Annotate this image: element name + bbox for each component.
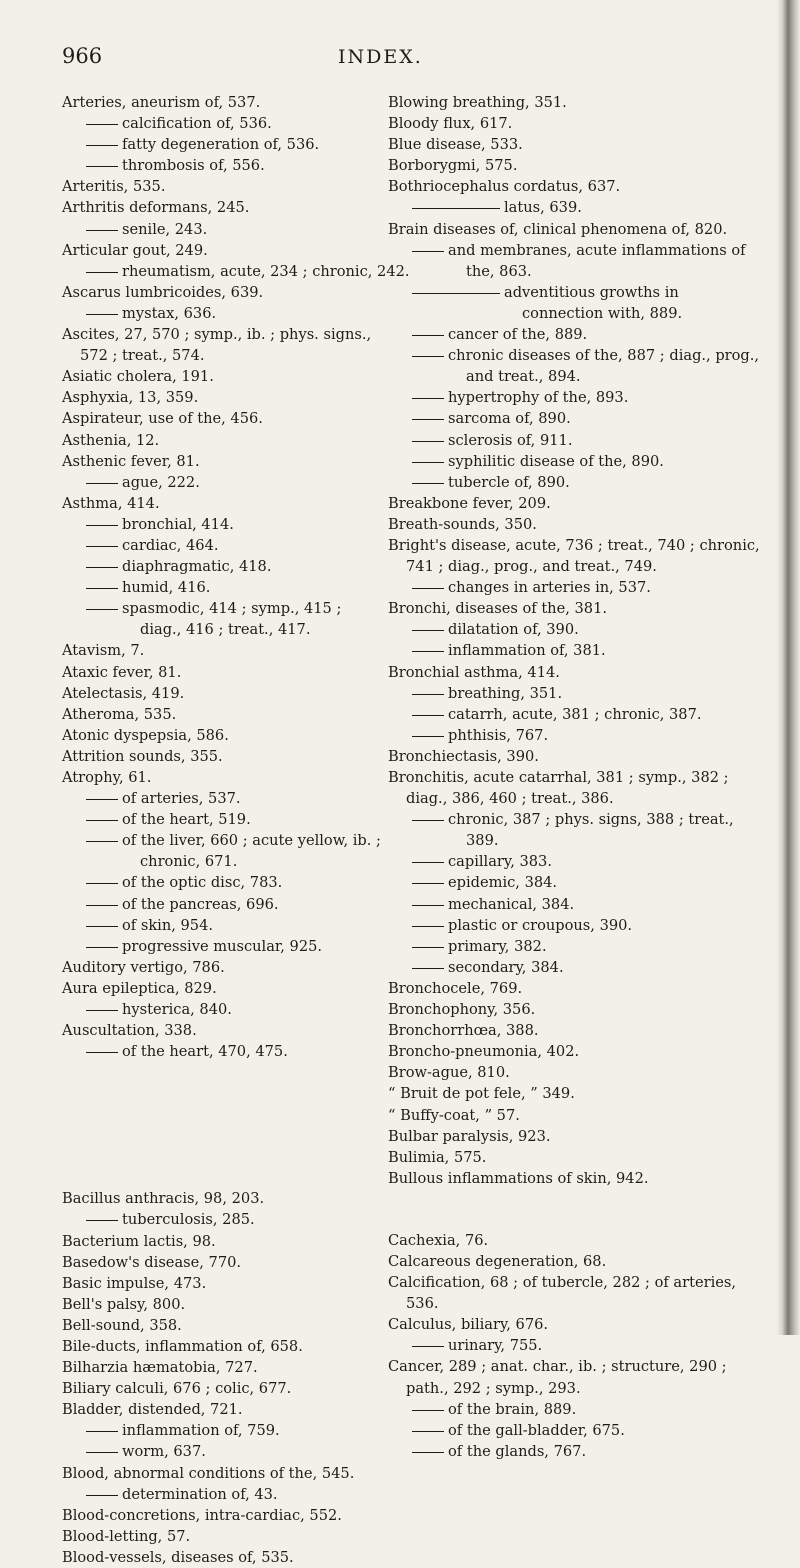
- ditto-dash: [412, 483, 444, 484]
- index-entry: [388, 1335, 760, 1356]
- index-entry: [62, 1441, 384, 1462]
- index-entry: [388, 809, 760, 851]
- index-entry-text: Ascites, 27, 570 ; symp., ib. ; phys. signs., 572 ; treat., 574.: [62, 326, 372, 365]
- index-entry-text: diaphragmatic, 418.: [122, 558, 272, 576]
- index-entry: [388, 1356, 760, 1398]
- ditto-dash: [86, 124, 118, 125]
- index-entry: [388, 1168, 760, 1189]
- index-entry-text: ague, 222.: [122, 473, 200, 491]
- ditto-dash: [86, 1052, 118, 1053]
- index-entry-text: Biliary calculi, 676 ; colic, 677.: [62, 1380, 292, 1398]
- index-entry-text: Brain diseases of, clinical phenomena of, 820.: [388, 220, 728, 238]
- ditto-dash: [412, 1452, 444, 1453]
- index-entry-text: cardiac, 464.: [122, 536, 219, 554]
- index-entry: [388, 219, 760, 240]
- index-entry-text: Atheroma, 535.: [62, 705, 177, 723]
- ditto-dash: [86, 546, 118, 547]
- ditto-dash: [412, 398, 444, 399]
- index-entry: [388, 1314, 760, 1335]
- ditto-dash: [86, 1010, 118, 1011]
- ditto-dash: [412, 1410, 444, 1411]
- index-entry: [388, 1062, 760, 1083]
- index-entry-text: dilatation of, 390.: [448, 621, 579, 639]
- index-entry: [388, 493, 760, 514]
- index-entry: [388, 1420, 760, 1441]
- index-entry: [62, 872, 384, 893]
- double-ditto-dash: [412, 293, 500, 294]
- ditto-dash: [412, 862, 444, 863]
- index-entry: [62, 767, 384, 788]
- index-entry-text: Atelectasis, 419.: [62, 684, 185, 702]
- index-entry: [388, 1083, 760, 1104]
- index-entry-text: tubercle of, 890.: [448, 473, 570, 491]
- index-entry-text: senile, 243.: [122, 220, 208, 238]
- index-entry-text: Bulimia, 575.: [388, 1148, 487, 1166]
- index-entry: [62, 472, 384, 493]
- index-entry-text: Aspirateur, use of the, 456.: [62, 410, 263, 428]
- index-entry: [62, 176, 384, 197]
- index-entry: [388, 1441, 760, 1462]
- index-entry: [62, 1315, 384, 1336]
- index-entry-text: urinary, 755.: [448, 1337, 543, 1355]
- index-entry-text: of the glands, 767.: [448, 1442, 587, 1460]
- index-entry: [62, 408, 384, 429]
- index-entry-text: humid, 416.: [122, 579, 211, 597]
- index-entry: [62, 957, 384, 978]
- ditto-dash: [412, 462, 444, 463]
- index-entry: [62, 535, 384, 556]
- ditto-dash: [412, 630, 444, 631]
- index-entry-text: changes in arteries in, 537.: [448, 579, 651, 597]
- index-entry-text: Blood-concretions, intra-cardiac, 552.: [62, 1506, 342, 1524]
- index-entry: [62, 134, 384, 155]
- index-entry: [62, 725, 384, 746]
- ditto-dash: [86, 1431, 118, 1432]
- index-entry: [62, 387, 384, 408]
- index-section-a: [62, 92, 410, 1062]
- ditto-dash: [86, 799, 118, 800]
- index-entry-text: epidemic, 384.: [448, 874, 558, 892]
- index-entry-text: Auscultation, 338.: [62, 1022, 197, 1040]
- index-entry: [388, 746, 760, 767]
- ditto-dash: [412, 905, 444, 906]
- index-entry: [388, 894, 760, 915]
- index-entry: [62, 978, 384, 999]
- index-entry-text: of the gall-bladder, 675.: [448, 1421, 625, 1439]
- index-entry-text: of the optic disc, 783.: [122, 874, 283, 892]
- index-entry-text: mystax, 636.: [122, 304, 217, 322]
- index-entry: [388, 197, 760, 218]
- index-entry: [62, 493, 384, 514]
- index-entry-text: Basic impulse, 473.: [62, 1274, 207, 1292]
- index-entry-text: Borborygmi, 575.: [388, 157, 518, 175]
- index-entry-text: Blood-vessels, diseases of, 535.: [62, 1548, 294, 1566]
- section-gap: [388, 1189, 760, 1230]
- index-entry: [62, 514, 384, 535]
- index-entry: [62, 640, 384, 661]
- page-number: 966: [62, 44, 103, 68]
- index-entry-text: sarcoma of, 890.: [448, 410, 571, 428]
- index-entry-text: secondary, 384.: [448, 958, 564, 976]
- index-entry: [388, 387, 760, 408]
- index-entry: [388, 451, 760, 472]
- index-entry-text: Ascarus lumbricoides, 639.: [62, 283, 264, 301]
- index-entry: [62, 1420, 384, 1441]
- ditto-dash: [86, 883, 118, 884]
- index-entry: [388, 978, 760, 999]
- index-entry-text: of the liver, 660 ; acute yellow, ib. ; chronic, 671.: [122, 832, 381, 871]
- index-entry-text: of arteries, 537.: [122, 790, 241, 808]
- index-entry: [388, 662, 760, 683]
- ditto-dash: [412, 947, 444, 948]
- index-entry: [388, 514, 760, 535]
- ditto-dash: [86, 905, 118, 906]
- index-entry-text: rheumatism, acute, 234 ; chronic, 242.: [122, 262, 410, 280]
- index-entry: [62, 598, 384, 640]
- index-entry: [62, 830, 384, 872]
- index-entry-text: Cachexia, 76.: [388, 1231, 489, 1249]
- index-entry-text: Asthma, 414.: [62, 494, 160, 512]
- ditto-dash: [86, 1495, 118, 1496]
- index-entry: [62, 1399, 384, 1420]
- index-entry-text: Bronchial asthma, 414.: [388, 663, 560, 681]
- index-entry: [388, 936, 760, 957]
- index-section-b-continued: [388, 92, 760, 1189]
- index-entry: [388, 113, 760, 134]
- index-entry: [62, 577, 384, 598]
- index-entry: [388, 767, 760, 809]
- index-entry: [388, 725, 760, 746]
- index-entry: [62, 999, 384, 1020]
- index-entry: [388, 851, 760, 872]
- index-entry: [62, 936, 384, 957]
- index-entry-text: tuberculosis, 285.: [122, 1211, 255, 1229]
- index-entry: [388, 1105, 760, 1126]
- index-entry-text: Bronchophony, 356.: [388, 1001, 536, 1019]
- index-entry: [62, 1273, 384, 1294]
- index-entry: [62, 1294, 384, 1315]
- index-entry: [388, 999, 760, 1020]
- index-entry-text: Asthenic fever, 81.: [62, 452, 200, 470]
- index-entry-text: Atrophy, 61.: [62, 769, 152, 786]
- index-entry: [62, 1505, 384, 1526]
- ditto-dash: [86, 1452, 118, 1453]
- index-entry: [62, 662, 384, 683]
- index-entry-text: determination of, 43.: [122, 1485, 278, 1503]
- ditto-dash: [86, 947, 118, 948]
- ditto-dash: [86, 588, 118, 589]
- index-entry: [62, 1484, 384, 1505]
- index-entry-text: phthisis, 767.: [448, 726, 549, 744]
- index-entry: [388, 1020, 760, 1041]
- index-entry-text: Asiatic cholera, 191.: [62, 368, 214, 386]
- index-entry: [62, 1188, 384, 1209]
- index-entry: [388, 1272, 760, 1314]
- index-entry-text: thrombosis of, 556.: [122, 157, 265, 175]
- index-entry-text: Breath-sounds, 350.: [388, 515, 537, 533]
- index-entry: [388, 640, 760, 661]
- index-entry-text: bronchial, 414.: [122, 515, 234, 533]
- index-entry: [388, 408, 760, 429]
- index-entry-text: Bronchocele, 769.: [388, 979, 523, 997]
- index-entry: [62, 430, 384, 451]
- running-head: INDEX.: [338, 46, 423, 68]
- index-entry-text: mechanical, 384.: [448, 895, 575, 913]
- ditto-dash: [86, 483, 118, 484]
- ditto-dash: [412, 715, 444, 716]
- ditto-dash: [86, 166, 118, 167]
- ditto-dash: [86, 841, 118, 842]
- ditto-dash: [412, 441, 444, 442]
- index-entry-text: of the heart, 519.: [122, 811, 251, 829]
- index-entry: [62, 303, 384, 324]
- index-entry: [62, 1357, 384, 1378]
- index-entry: [388, 915, 760, 936]
- index-entry-text: adventitious growths in connection with, 889.: [504, 283, 683, 322]
- index-entry: [388, 619, 760, 640]
- index-entry-text: hysterica, 840.: [122, 1001, 232, 1019]
- index-entry-text: chronic diseases of the, 887 ; diag., prog., and treat., 894.: [448, 347, 760, 386]
- index-entry: [62, 366, 384, 387]
- index-entry: [388, 134, 760, 155]
- index-entry-text: plastic or croupous, 390.: [448, 916, 633, 934]
- index-entry-text: Bacillus anthracis, 98, 203.: [62, 1190, 265, 1208]
- index-entry-text: Bullous inflammations of skin, 942.: [388, 1169, 649, 1187]
- index-entry-text: Blood, abnormal conditions of the, 545.: [62, 1464, 355, 1482]
- index-entry-text: Aura epileptica, 829.: [62, 979, 217, 997]
- index-entry-text: Bladder, distended, 721.: [62, 1401, 243, 1419]
- index-entry: [388, 324, 760, 345]
- index-entry-text: Atonic dyspepsia, 586.: [62, 726, 229, 744]
- index-entry-text: and membranes, acute inflammations of the, 863.: [448, 241, 746, 280]
- index-entry: [62, 1252, 384, 1273]
- index-entry-text: Asphyxia, 13, 359.: [62, 389, 199, 407]
- index-entry-text: Calcification, 68 ; of tubercle, 282 ; of arteries, 536.: [388, 1274, 737, 1313]
- index-entry-text: Bronchorrhœa, 388.: [388, 1022, 539, 1040]
- ditto-dash: [86, 567, 118, 568]
- index-entry-text: catarrh, acute, 381 ; chronic, 387.: [448, 705, 702, 723]
- index-entry-text: Blood-letting, 57.: [62, 1527, 191, 1545]
- ditto-dash: [86, 525, 118, 526]
- ditto-dash: [86, 820, 118, 821]
- ditto-dash: [412, 968, 444, 969]
- index-entry: [62, 261, 410, 282]
- index-entry-text: Brow-ague, 810.: [388, 1064, 510, 1082]
- index-entry: [62, 1336, 384, 1357]
- ditto-dash: [412, 694, 444, 695]
- double-ditto-dash: [412, 208, 500, 209]
- index-entry-text: Articular gout, 249.: [62, 241, 208, 259]
- right-column: [388, 92, 760, 1462]
- ditto-dash: [412, 883, 444, 884]
- index-entry: [388, 430, 760, 451]
- index-entry: [62, 556, 384, 577]
- index-entry: [388, 957, 760, 978]
- index-entry-text: Arteries, aneurism of, 537.: [62, 94, 261, 111]
- ditto-dash: [86, 609, 118, 610]
- index-entry: [62, 282, 384, 303]
- index-entry: [62, 451, 384, 472]
- ditto-dash: [412, 736, 444, 737]
- index-entry: [62, 809, 384, 830]
- index-entry: [62, 1547, 384, 1568]
- index-entry-text: worm, 637.: [122, 1443, 206, 1461]
- index-entry: [62, 915, 384, 936]
- index-entry-text: chronic, 387 ; phys. signs, 388 ; treat., 389.: [448, 811, 734, 850]
- index-entry-text: syphilitic disease of the, 890.: [448, 452, 664, 470]
- ditto-dash: [86, 230, 118, 231]
- ditto-dash: [86, 1220, 118, 1221]
- index-entry-text: Bell's palsy, 800.: [62, 1295, 186, 1313]
- index-entry: [62, 113, 384, 134]
- index-entry-text: Bacterium lactis, 98.: [62, 1232, 216, 1250]
- index-entry-text: fatty degeneration of, 536.: [122, 136, 320, 154]
- index-entry: [388, 155, 760, 176]
- index-entry-text: “ Buffy-coat, ” 57.: [388, 1106, 520, 1124]
- index-entry: [62, 683, 384, 704]
- index-entry: [388, 240, 760, 282]
- index-entry: [388, 704, 760, 725]
- ditto-dash: [86, 145, 118, 146]
- index-entry-text: breathing, 351.: [448, 684, 563, 702]
- index-entry-text: Bright's disease, acute, 736 ; treat., 740 ; chronic, 741 ; diag., prog., and treat., 749.: [388, 536, 760, 576]
- index-entry: [388, 577, 760, 598]
- index-entry: [62, 155, 384, 176]
- index-entry-text: Bilharzia hæmatobia, 727.: [62, 1359, 258, 1377]
- index-entry-text: Auditory vertigo, 786.: [62, 958, 225, 976]
- ditto-dash: [412, 926, 444, 927]
- ditto-dash: [412, 1346, 444, 1347]
- index-entry-text: Bloody flux, 617.: [388, 115, 513, 133]
- index-entry-text: Calculus, biliary, 676.: [388, 1316, 549, 1334]
- index-entry-text: calcification of, 536.: [122, 115, 272, 133]
- index-entry-text: latus, 639.: [504, 199, 582, 217]
- index-entry: [62, 1041, 384, 1062]
- index-entry: [388, 176, 760, 197]
- index-entry: [62, 1231, 384, 1252]
- index-entry-text: inflammation of, 381.: [448, 642, 606, 660]
- page-header: [0, 44, 776, 74]
- index-entry: [62, 788, 384, 809]
- index-entry: [62, 1020, 384, 1041]
- index-entry-text: Cancer, 289 ; anat. char., ib. ; structure, 290 ; path., 292 ; symp., 293.: [388, 1358, 727, 1397]
- ditto-dash: [86, 926, 118, 927]
- ditto-dash: [412, 820, 444, 821]
- index-entry-text: Blue disease, 533.: [388, 136, 523, 154]
- ditto-dash: [412, 419, 444, 420]
- index-entry-text: Bronchi, diseases of the, 381.: [388, 600, 607, 618]
- index-entry-text: primary, 382.: [448, 937, 547, 955]
- index-entry: [62, 1526, 384, 1547]
- index-entry-text: “ Bruit de pot fele, ” 349.: [388, 1085, 575, 1103]
- index-entry: [62, 219, 384, 240]
- ditto-dash: [86, 314, 118, 315]
- index-entry-text: spasmodic, 414 ; symp., 415 ; diag., 416 ; treat., 417.: [122, 600, 342, 639]
- index-entry: [388, 872, 760, 893]
- index-entry: [388, 92, 760, 113]
- index-entry: [388, 1147, 760, 1168]
- index-entry: [388, 345, 760, 387]
- index-entry-text: Bronchitis, acute catarrhal, 381 ; symp., 382 ; diag., 386, 460 ; treat., 386.: [388, 769, 729, 808]
- index-entry-text: of the heart, 470, 475.: [122, 1043, 288, 1061]
- index-entry: [62, 197, 384, 218]
- index-entry-text: progressive muscular, 925.: [122, 937, 323, 955]
- index-entry-text: cancer of the, 889.: [448, 326, 588, 344]
- ditto-dash: [412, 651, 444, 652]
- index-entry: [388, 683, 760, 704]
- index-entry-text: capillary, 383.: [448, 853, 552, 871]
- ditto-dash: [86, 272, 118, 273]
- ditto-dash: [412, 335, 444, 336]
- index-entry-text: Bronchiectasis, 390.: [388, 747, 539, 765]
- index-section-b: [62, 1188, 384, 1568]
- index-entry-text: Asthenia, 12.: [62, 431, 160, 449]
- index-entry-text: hypertrophy of the, 893.: [448, 389, 629, 407]
- page-edge: [776, 0, 800, 1335]
- index-entry-text: Blowing breathing, 351.: [388, 94, 567, 111]
- index-entry-text: sclerosis of, 911.: [448, 431, 573, 449]
- index-entry: [388, 598, 760, 619]
- ditto-dash: [412, 588, 444, 589]
- index-entry-text: Bothriocephalus cordatus, 637.: [388, 178, 621, 196]
- index-entry-text: Calcareous degeneration, 68.: [388, 1252, 607, 1270]
- index-entry: [388, 1230, 760, 1251]
- index-entry-text: Bell-sound, 358.: [62, 1316, 182, 1334]
- index-entry-text: Bile-ducts, inflammation of, 658.: [62, 1337, 303, 1355]
- index-entry-text: Basedow's disease, 770.: [62, 1253, 242, 1271]
- ditto-dash: [412, 356, 444, 357]
- ditto-dash: [412, 251, 444, 252]
- index-entry-text: Arthritis deformans, 245.: [62, 199, 250, 217]
- index-entry: [62, 1378, 384, 1399]
- index-entry: [62, 894, 384, 915]
- index-entry: [62, 746, 384, 767]
- index-entry: [388, 472, 760, 493]
- index-entry-text: of skin, 954.: [122, 916, 213, 934]
- left-column: [62, 92, 410, 1568]
- index-entry-text: of the pancreas, 696.: [122, 895, 279, 913]
- index-entry-text: Breakbone fever, 209.: [388, 494, 551, 512]
- index-entry-text: Attrition sounds, 355.: [62, 747, 223, 765]
- index-entry: [62, 704, 384, 725]
- index-entry-text: inflammation of, 759.: [122, 1422, 280, 1440]
- index-entry: [62, 1463, 384, 1484]
- index-entry: [388, 1041, 760, 1062]
- index-entry: [62, 324, 384, 366]
- index-entry: [62, 1209, 384, 1230]
- index-entry-text: of the brain, 889.: [448, 1400, 577, 1418]
- index-entry: [388, 1126, 760, 1147]
- index-entry-text: Ataxic fever, 81.: [62, 663, 182, 681]
- index-entry-text: Bulbar paralysis, 923.: [388, 1127, 551, 1145]
- index-entry: [388, 1399, 760, 1420]
- index-entry-text: Atavism, 7.: [62, 642, 145, 660]
- index-entry-text: Broncho-pneumonia, 402.: [388, 1043, 580, 1061]
- index-entry: [388, 535, 760, 577]
- index-entry: [388, 282, 760, 324]
- index-section-c: [388, 1230, 760, 1462]
- index-entry: [388, 1251, 760, 1272]
- index-entry: [62, 92, 384, 113]
- section-gap: [62, 1062, 384, 1188]
- ditto-dash: [412, 1431, 444, 1432]
- index-entry: [62, 240, 384, 261]
- index-entry-text: Arteritis, 535.: [62, 178, 166, 196]
